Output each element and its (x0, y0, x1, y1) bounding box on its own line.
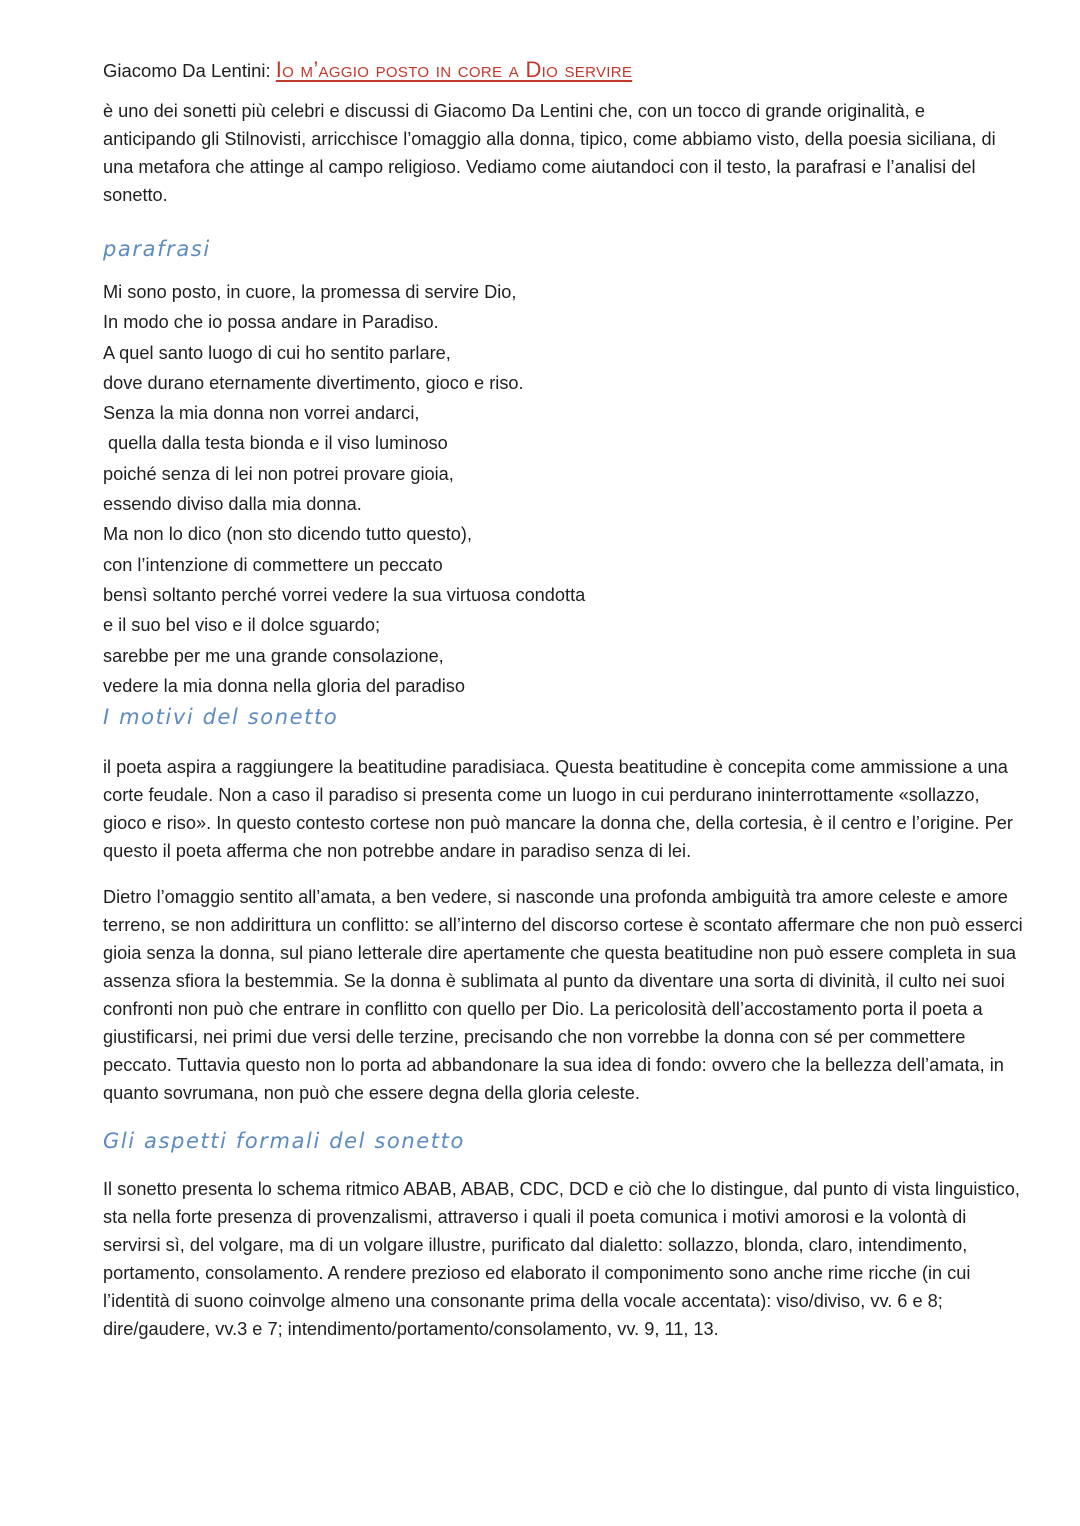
parafrasi-line: vedere la mia donna nella gloria del paradiso (103, 675, 465, 696)
parafrasi-line: Ma non lo dico (non sto dicendo tutto questo), (103, 524, 473, 545)
motivi-paragraph-1: il poeta aspira a raggiungere la beatitudine paradisiaca. Questa beatitudine è concepita come ammissione a una corte feudale. Non a caso il paradiso si presenta come un luogo in cui perdurano ininterrottamente «sollazzo, gioco e riso». In questo contesto cortese non può mancare la donna che, della cortesia, è il centro e l’origine. Per questo il poeta afferma che non potrebbe andare in paradiso senza di lei. (103, 757, 1013, 862)
poem-title-link[interactable]: Io m’aggio posto in core a Dio servire (275, 57, 633, 82)
parafrasi-line: Senza la mia donna non vorrei andarci, (103, 403, 420, 424)
parafrasi-heading: parafrasi (103, 237, 211, 261)
parafrasi-line: bensì soltanto perché vorrei vedere la sua virtuosa condotta (103, 584, 586, 605)
document-page (103, 52, 1023, 1343)
parafrasi-line: e il suo bel viso e il dolce sguardo; (103, 615, 381, 636)
parafrasi-line: poiché senza di lei non potrei provare gioia, (103, 463, 454, 484)
parafrasi-line: sarebbe per me una grande consolazione, (103, 645, 444, 666)
parafrasi-line: Mi sono posto, in cuore, la promessa di servire Dio, (103, 282, 517, 302)
aspetti-heading: Gli aspetti formali del sonetto (103, 1129, 465, 1154)
intro-paragraph: è uno dei sonetti più celebri e discussi di Giacomo Da Lentini che, con un tocco di grande originalità, e anticipando gli Stilnovisti, arricchisce l’omaggio alla donna, tipico, come abbiamo visto, della poesia siciliana, di una metafora che attinge al campo religioso. Vediamo come aiutandoci con il testo, la parafrasi e l’analisi del sonetto. (103, 101, 996, 205)
motivi-paragraph-2: Dietro l’omaggio sentito all’amata, a ben vedere, si nasconde una profonda ambiguità tra amore celeste e amore terreno, se non addirittura un conflitto: se all’interno del discorso cortese è scontato affermare che non può esserci gioia senza la donna, sul piano letterale dire apertamente che questa beatitudine non può essere completa in sua assenza sfiora la bestemmia. Se la donna è sublimata al punto da diventare una sorta di divinità, il culto nei suoi confronti non può che entrare in conflitto con quello per Dio. La pericolosità dell’accostamento porta il poeta a giustificarsi, nei primi due versi delle terzine, precisando che non vorrebbe la donna con sé per commettere peccato. Tuttavia questo non lo porta ad abbandonare la sua idea di fondo: ovvero che la bellezza dell’amata, in quanto sovrumana, non può che essere degna della gloria celeste. (103, 887, 1023, 1104)
author-prefix: Giacomo Da Lentini: (103, 60, 276, 81)
aspetti-paragraph: Il sonetto presenta lo schema ritmico ABAB, ABAB, CDC, DCD e ciò che lo distingue, dal punto di vista linguistico, sta nella forte presenza di provenzalismi, attraverso i quali il poeta comunica i motivi amorosi e la volontà di servirsi sì, del volgare, ma di un volgare illustre, purificato dal dialetto: sollazzo, blonda, claro, intendimento, portamento, consolamento. A rendere prezioso ed elaborato il componimento sono anche rime ricche (in cui l’identità di suono coinvolge almeno una consonante prima della vocale accentata): viso/diviso, vv. 6 e 8; dire/gaudere, vv.3 e 7; intendimento/portamento/consolamento, vv. 9, 11, 13. (103, 1179, 1020, 1340)
parafrasi-lines (103, 277, 1023, 701)
parafrasi-line: con l’intenzione di commettere un peccato (103, 554, 443, 575)
parafrasi-line: quella dalla testa bionda e il viso luminoso (103, 433, 448, 454)
motivi-heading: I motivi del sonetto (103, 705, 339, 730)
document-header (103, 52, 1023, 89)
parafrasi-line: A quel santo luogo di cui ho sentito parlare, (103, 342, 451, 363)
parafrasi-line: dove durano eternamente divertimento, gioco e riso. (103, 372, 524, 393)
parafrasi-line: In modo che io possa andare in Paradiso. (103, 312, 439, 333)
parafrasi-line: essendo diviso dalla mia donna. (103, 494, 362, 515)
